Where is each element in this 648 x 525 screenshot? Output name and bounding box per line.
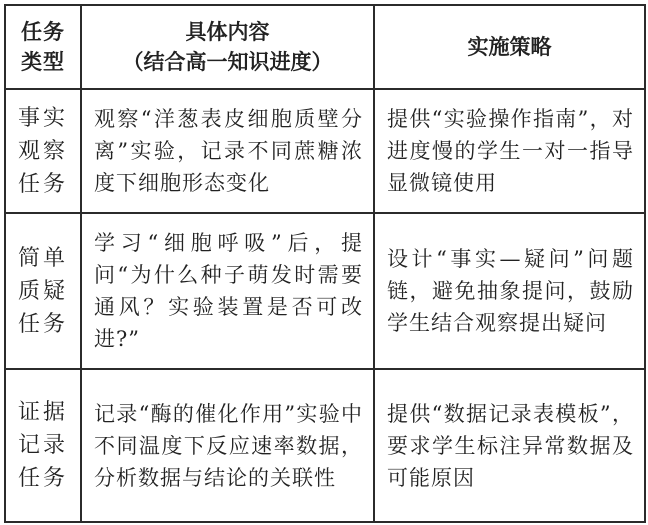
table-row — [5, 213, 645, 369]
task-type-line: 简单 — [17, 245, 68, 271]
task-type-line: 任务 — [17, 311, 68, 337]
strategy-cell: 设计“事实—疑问”问题链，避免抽象提问，鼓励学生结合观察提出疑问 — [374, 213, 645, 369]
task-type-line: 任务 — [17, 466, 68, 491]
header-task-type-line1: 任务 — [21, 20, 65, 44]
task-type-cell — [5, 213, 81, 369]
content-cell: 观察“洋葱表皮细胞质壁分离”实验，记录不同蔗糖浓度下细胞形态变化 — [81, 89, 374, 213]
task-type-line: 任务 — [17, 171, 68, 197]
task-type-line: 记录 — [17, 433, 68, 458]
task-type-cell — [5, 89, 81, 213]
content-cell: 学习“细胞呼吸”后，提问“为什么种子萌发时需要通风？实验装置是否可改进?” — [81, 213, 374, 369]
strategy-cell: 提供“数据记录表模板”，要求学生标注异常数据及可能原因 — [374, 369, 645, 522]
header-content — [81, 5, 374, 89]
task-type-line: 质疑 — [17, 278, 68, 304]
task-type-line: 观察 — [17, 138, 68, 164]
header-row — [5, 5, 645, 89]
content-cell: 记录“酶的催化作用”实验中不同温度下反应速率数据，分析数据与结论的关联性 — [81, 369, 374, 522]
table-row — [5, 369, 645, 522]
header-content-subtitle: （结合高一知识进度） — [122, 50, 333, 74]
task-type-line: 证据 — [17, 400, 68, 425]
strategy-table-container — [4, 4, 644, 521]
header-strategy: 实施策略 — [374, 5, 645, 89]
strategy-cell: 提供“实验操作指南”，对进度慢的学生一对一指导显微镜使用 — [374, 89, 645, 213]
task-type-cell — [5, 369, 81, 522]
table-row — [5, 89, 645, 213]
header-task-type-line2: 类型 — [21, 50, 65, 74]
header-content-title: 具体内容 — [185, 20, 270, 44]
task-strategy-table — [4, 4, 646, 523]
task-type-line: 事实 — [17, 105, 68, 131]
header-task-type — [5, 5, 81, 89]
